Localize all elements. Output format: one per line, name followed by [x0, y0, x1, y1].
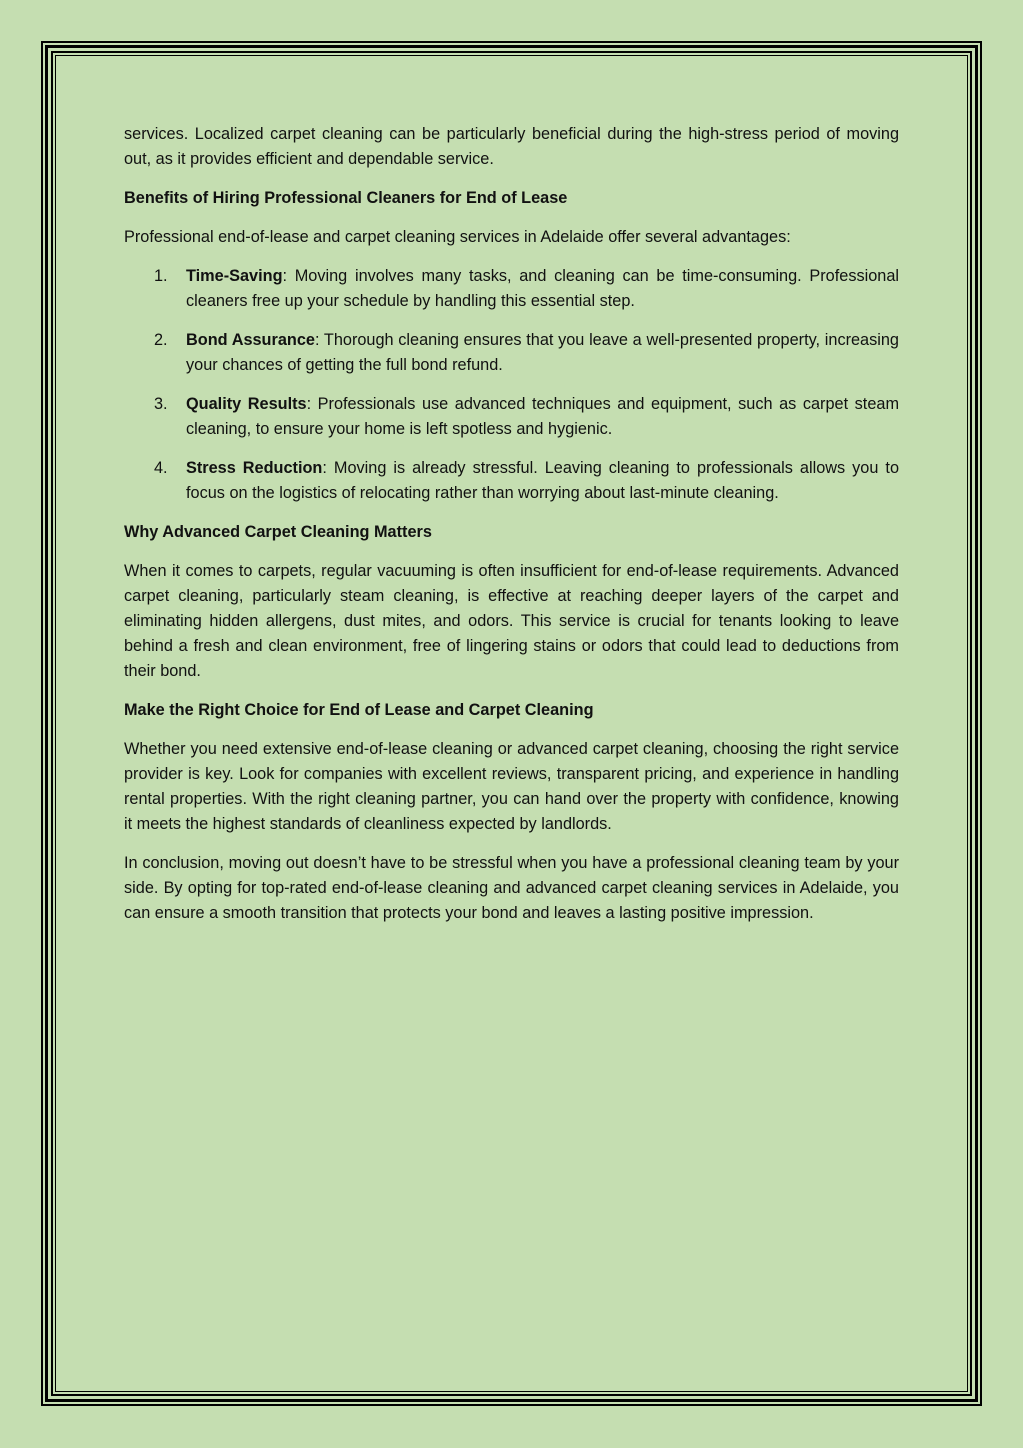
benefits-list: [124, 264, 899, 506]
list-item-number: 1.: [154, 267, 168, 285]
list-item-number: 2.: [154, 331, 168, 349]
list-item-text: : Moving is already stressful. Leaving cleaning to professionals allows you to focus on the logistics of relocating rather than worrying about last-minute cleaning.: [186, 459, 900, 502]
list-item-term: Stress Reduction: [186, 459, 323, 477]
list-item-number: 3.: [154, 395, 168, 413]
benefits-intro-paragraph: Professional end-of-lease and carpet cleaning services in Adelaide offer several advantages:: [124, 228, 791, 246]
benefits-heading: Benefits of Hiring Professional Cleaners for End of Lease: [124, 189, 568, 207]
list-item-term: Bond Assurance: [186, 331, 315, 349]
list-item-term: Time-Saving: [186, 267, 283, 285]
list-item: [124, 264, 899, 314]
carpet-cleaning-paragraph: When it comes to carpets, regular vacuuming is often insufficient for end-of-lease requirements. Advanced carpet cleaning, particularly steam cleaning, is effective at reaching deeper layers of the carpet and eliminating hidden allergens, dust mites, and odors. This service is crucial for tenants looking to leave behind a fresh and clean environment, free of lingering stains or odors that could lead to deductions from their bond.: [124, 562, 899, 680]
right-choice-paragraph: Whether you need extensive end-of-lease cleaning or advanced carpet cleaning, choosing the right service provider is key. Look for companies with excellent reviews, transparent pricing, and experience in handling rental properties. With the right cleaning partner, you can hand over the property with confidence, knowing it meets the highest standards of cleanliness expected by landlords.: [124, 740, 899, 833]
list-item: [124, 328, 899, 378]
list-item-text: : Moving involves many tasks, and cleaning can be time-consuming. Professional cleaners free up your schedule by handling this essential step.: [186, 267, 899, 310]
list-item-term: Quality Results: [186, 395, 307, 413]
right-choice-heading: Make the Right Choice for End of Lease and Carpet Cleaning: [124, 701, 594, 719]
list-item: [124, 456, 899, 506]
list-item-number: 4.: [154, 459, 168, 477]
intro-continuation-paragraph: services. Localized carpet cleaning can be particularly beneficial during the high-stress period of moving out, as it provides efficient and dependable service.: [124, 125, 899, 168]
list-item-text: : Professionals use advanced techniques and equipment, such as carpet steam cleaning, to ensure your home is left spotless and hygienic.: [186, 395, 900, 438]
list-item: [124, 392, 899, 442]
carpet-cleaning-heading: Why Advanced Carpet Cleaning Matters: [124, 523, 432, 541]
document-body: [124, 122, 899, 940]
list-item-text: : Thorough cleaning ensures that you leave a well-presented property, increasing your chances of getting the full bond refund.: [186, 331, 899, 374]
conclusion-paragraph: In conclusion, moving out doesn’t have to be stressful when you have a professional cleaning team by your side. By opting for top-rated end-of-lease cleaning and advanced carpet cleaning services in Adelaide, you can ensure a smooth transition that protects your bond and leaves a lasting positive impression.: [124, 854, 899, 922]
